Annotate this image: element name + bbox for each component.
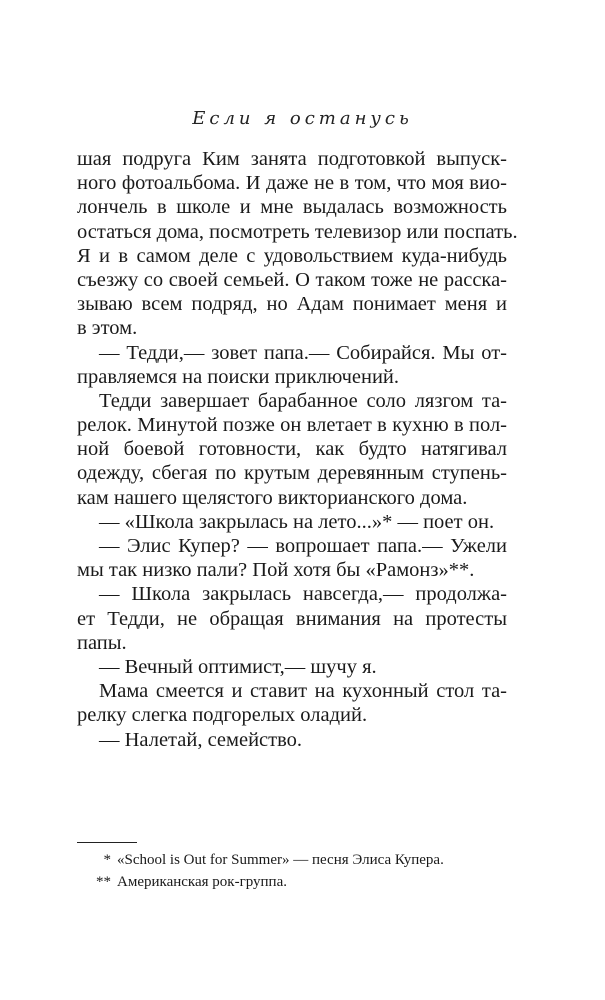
footnotes	[77, 849, 507, 893]
footnote-text: Американская рок-группа.	[117, 874, 287, 890]
text-line: в этом.	[77, 317, 138, 340]
text-line: правляемся на поиски приключений.	[77, 365, 400, 388]
text-line: — Налетай, семейство.	[99, 728, 303, 751]
footnote	[77, 871, 507, 893]
footnote-text: «School is Out for Summer» — песня Элиса Купера.	[117, 852, 444, 868]
text-line: одежду, сбегая по крутым деревянным ступень-	[77, 462, 507, 485]
text-line: Тедди завершает барабанное соло лязгом та-	[99, 389, 507, 412]
text-line: мы так низко пали? Пой хотя бы «Рамонз»**.	[77, 559, 475, 582]
footnote-mark: *	[103, 852, 111, 868]
body-text	[77, 147, 518, 752]
text-line: папы.	[77, 631, 127, 654]
text-line: — Вечный оптимист,— шучу я.	[99, 655, 377, 678]
text-line: — Школа закрылась навсегда,— продолжа-	[99, 583, 507, 606]
text-line: ет Тедди, не обращая внимания на протесты	[77, 607, 507, 630]
text-line: кам нашего щелястого викторианского дома.	[77, 486, 468, 509]
text-line: Я и в самом деле с удовольствием куда-нибудь	[77, 244, 507, 267]
footnote	[77, 849, 507, 871]
text-line: зываю всем подряд, но Адам понимает меня и	[77, 293, 507, 316]
text-line: релку слегка подгорелых оладий.	[77, 704, 368, 727]
text-line: остаться дома, посмотреть телевизор или поспать.	[77, 220, 518, 243]
text-line: ной боевой готовности, как будто натягивал	[77, 438, 507, 461]
text-line: — «Школа закрылась на лето...»* — поет он.	[99, 510, 495, 533]
text-line: ного фотоальбома. И даже не в том, что моя вио-	[77, 172, 507, 195]
text-line: релок. Минутой позже он влетает в кухню в пол-	[77, 414, 507, 437]
text-line: — Элис Купер? — вопрошает папа.— Ужели	[99, 535, 507, 557]
text-line: лончель в школе и мне выдалась возможность	[77, 196, 507, 219]
text-line: съезжу со своей семьей. О таком тоже не расска-	[77, 268, 507, 291]
footnote-mark: **	[96, 874, 111, 890]
running-head-title: Если я останусь	[192, 108, 413, 129]
text-line: шая подруга Ким занята подготовкой выпуск-	[77, 148, 507, 170]
text-line: Мама смеется и ставит на кухонный стол та-	[99, 680, 507, 703]
text-line: — Тедди,— зовет папа.— Собирайся. Мы от-	[99, 341, 507, 364]
footnote-divider	[77, 842, 137, 843]
